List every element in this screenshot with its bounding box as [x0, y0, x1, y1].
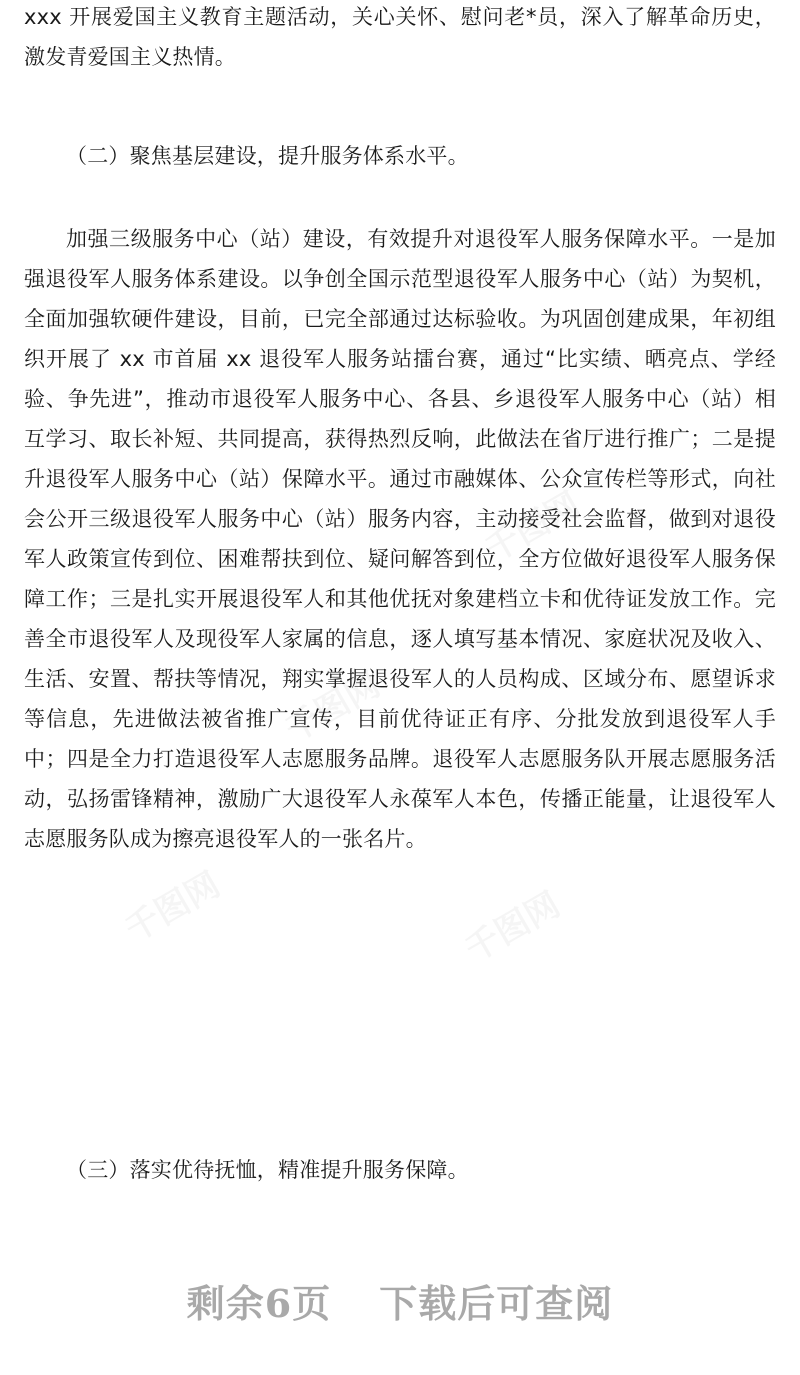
download-banner[interactable]: [0, 1274, 800, 1326]
section-3-heading: （三）落实优待抚恤，精准提升服务保障。: [66, 1158, 469, 1182]
remaining-pages-label: 剩余6页: [186, 1280, 332, 1326]
section-2-heading: （二）聚焦基层建设，提升服务体系水平。: [66, 144, 469, 168]
intro-paragraph: xxx 开展爱国主义教育主题活动，关心关怀、慰问老*员，深入了解革命历史，激发青爱国主义热情。: [24, 5, 776, 69]
watermark: 千图网: [458, 884, 567, 971]
watermark: 千图网: [118, 864, 227, 951]
section-2-body: 加强三级服务中心（站）建设，有效提升对退役军人服务保障水平。一是加强退役军人服务体系建设。以争创全国示范型退役军人服务中心（站）为契机，全面加强软硬件建设，目前，已完全部通过达标验收。为巩固创建成果，年初组织开展了 xx 市首届 xx 退役军人服务站擂台赛，通过“比实绩、晒亮点、学经验、争先进”，推动市退役军人服务中心、各县、乡退役军人服务中心（站）相互学习、取长补短、共同提高，获得热烈反响，此做法在省厅进行推广；二是提升退役军人服务中心（站）保障水平。通过市融媒体、公众宣传栏等形式，向社会公开三级退役军人服务中心（站）服务内容，主动接受社会监督，做到对退役军人政策宣传到位、困难帮扶到位、疑问解答到位，全方位做好退役军人服务保障工作；三是扎实开展退役军人和其他优抚对象建档立卡和优待证发放工作。完善全市退役军人及现役军人家属的信息，逐人填写基本情况、家庭状况及收入、生活、安置、帮扶等情况，翔实掌握退役军人的人员构成、区域分布、愿望诉求等信息，先进做法被省推广宣传，目前优待证正有序、分批发放到退役军人手中；四是全力打造退役军人志愿服务品牌。退役军人志愿服务队开展志愿服务活动，弘扬雷锋精神，激励广大退役军人永葆军人本色，传播正能量，让退役军人志愿服务队成为擦亮退役军人的一张名片。: [24, 227, 776, 851]
watermark: 千图网: [278, 664, 387, 751]
watermark: 千图网: [478, 484, 587, 571]
download-prompt-label[interactable]: 下载后可查阅: [379, 1280, 614, 1326]
